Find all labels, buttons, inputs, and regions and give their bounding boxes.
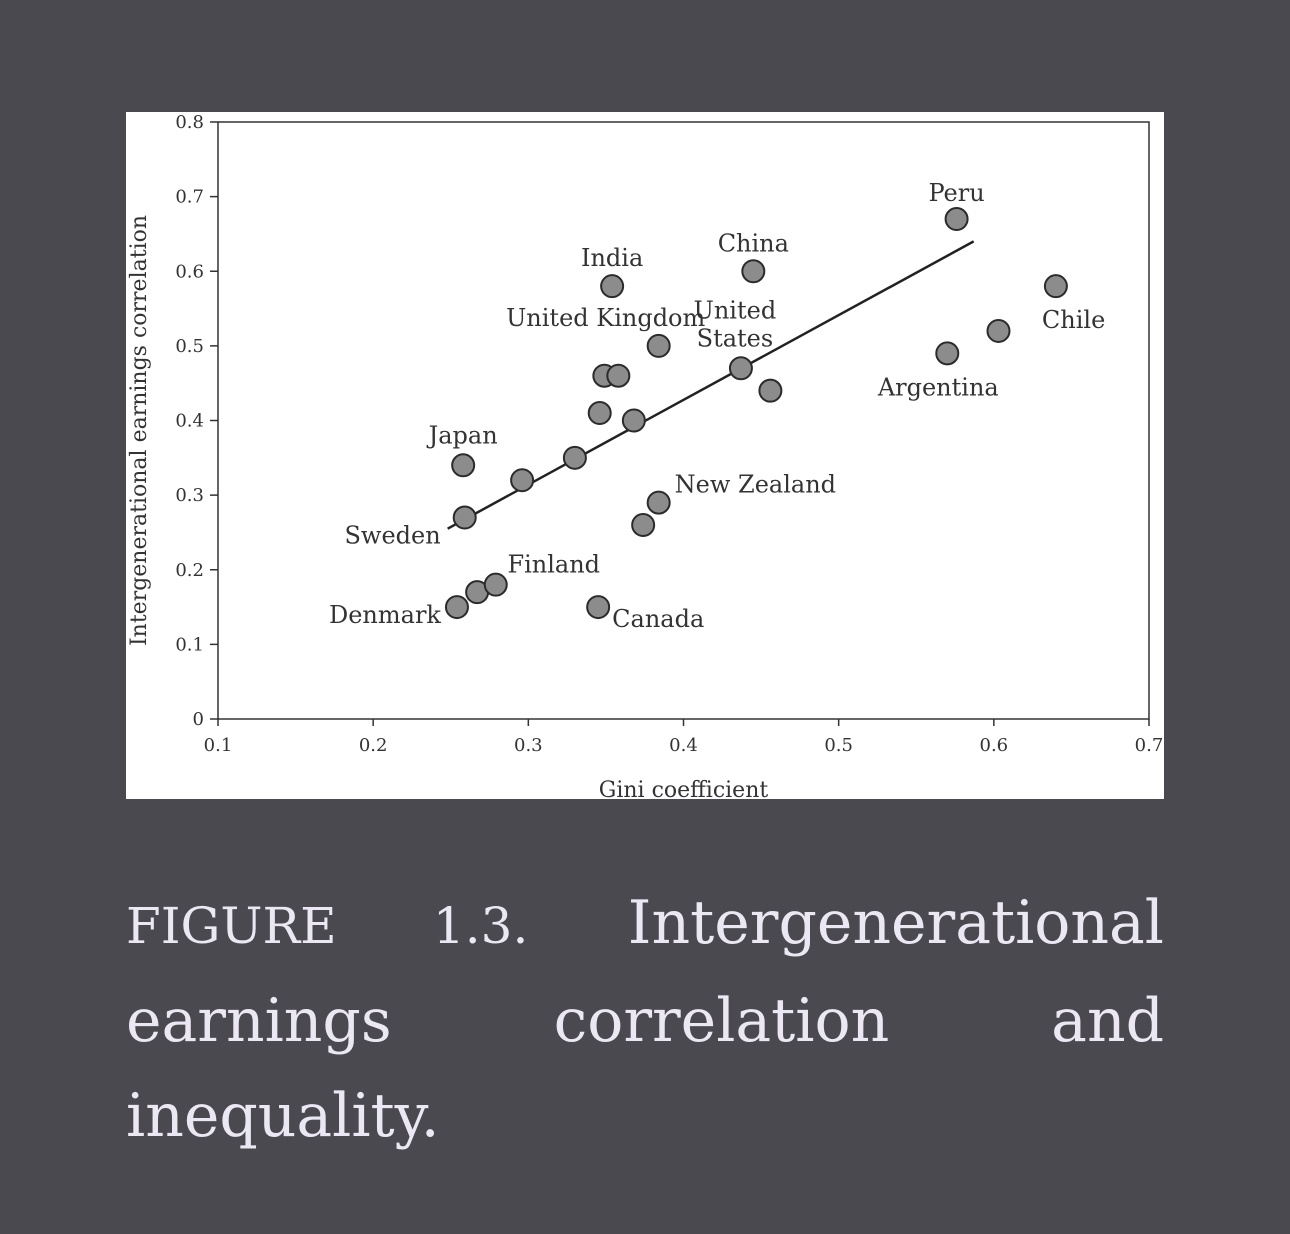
point-label: Peru bbox=[928, 179, 985, 208]
point-label: Japan bbox=[428, 421, 498, 450]
point-label: India bbox=[580, 244, 644, 273]
data-point bbox=[759, 380, 781, 402]
point-label: China bbox=[717, 229, 789, 258]
data-point bbox=[564, 447, 586, 469]
data-point bbox=[946, 208, 968, 230]
y-tick-label: 0.3 bbox=[175, 485, 204, 507]
y-tick-label: 0.8 bbox=[175, 112, 204, 133]
data-point bbox=[485, 574, 507, 596]
x-tick-label: 0.4 bbox=[669, 735, 698, 756]
x-tick-label: 0.3 bbox=[514, 735, 543, 756]
data-point bbox=[632, 514, 654, 536]
data-point bbox=[452, 454, 474, 476]
y-tick-label: 0.4 bbox=[175, 410, 204, 432]
point-labels bbox=[329, 179, 1105, 633]
axes bbox=[175, 112, 1163, 756]
data-point bbox=[987, 320, 1009, 342]
x-tick-label: 0.2 bbox=[358, 735, 388, 756]
caption-text: Intergenerational earnings correlation and inequality. bbox=[126, 888, 1164, 1151]
y-tick-label: 0.1 bbox=[175, 634, 204, 656]
data-point bbox=[648, 492, 670, 514]
figure-caption bbox=[126, 876, 1164, 1164]
data-point bbox=[601, 275, 623, 297]
figure-panel bbox=[126, 112, 1164, 799]
data-point bbox=[648, 335, 670, 357]
scatter-chart bbox=[126, 112, 1164, 799]
data-point bbox=[587, 596, 609, 618]
data-point bbox=[589, 402, 611, 424]
data-point bbox=[607, 365, 629, 387]
y-tick-label: 0.5 bbox=[175, 335, 204, 357]
point-label: New Zealand bbox=[674, 470, 837, 499]
data-point bbox=[454, 507, 476, 529]
y-tick-label: 0.7 bbox=[175, 186, 204, 208]
point-label: Argentina bbox=[877, 373, 999, 402]
y-axis-title: Intergenerational earnings correlation bbox=[127, 214, 152, 647]
x-tick-label: 0.1 bbox=[203, 735, 233, 756]
point-label: Canada bbox=[612, 605, 705, 634]
x-tick-label: 0.5 bbox=[824, 735, 853, 756]
point-label: Denmark bbox=[328, 601, 441, 630]
y-tick-label: 0.6 bbox=[175, 261, 204, 283]
point-label: Chile bbox=[1041, 306, 1106, 335]
data-point bbox=[623, 410, 645, 432]
point-label: Finland bbox=[507, 550, 601, 579]
y-tick-label: 0 bbox=[192, 709, 204, 730]
point-label: Sweden bbox=[344, 521, 441, 550]
data-point bbox=[742, 260, 764, 282]
data-point bbox=[1045, 275, 1067, 297]
figure-number: FIGURE 1.3. bbox=[126, 897, 529, 955]
data-point bbox=[936, 342, 958, 364]
x-axis-title: Gini coefficient bbox=[598, 778, 769, 799]
x-tick-label: 0.7 bbox=[1134, 735, 1164, 756]
y-tick-label: 0.2 bbox=[175, 559, 204, 581]
point-label: United States bbox=[693, 296, 777, 353]
data-point bbox=[446, 596, 468, 618]
point-label: United Kingdom bbox=[506, 303, 706, 332]
data-point bbox=[511, 469, 533, 491]
data-point bbox=[730, 357, 752, 379]
x-tick-label: 0.6 bbox=[979, 735, 1009, 756]
